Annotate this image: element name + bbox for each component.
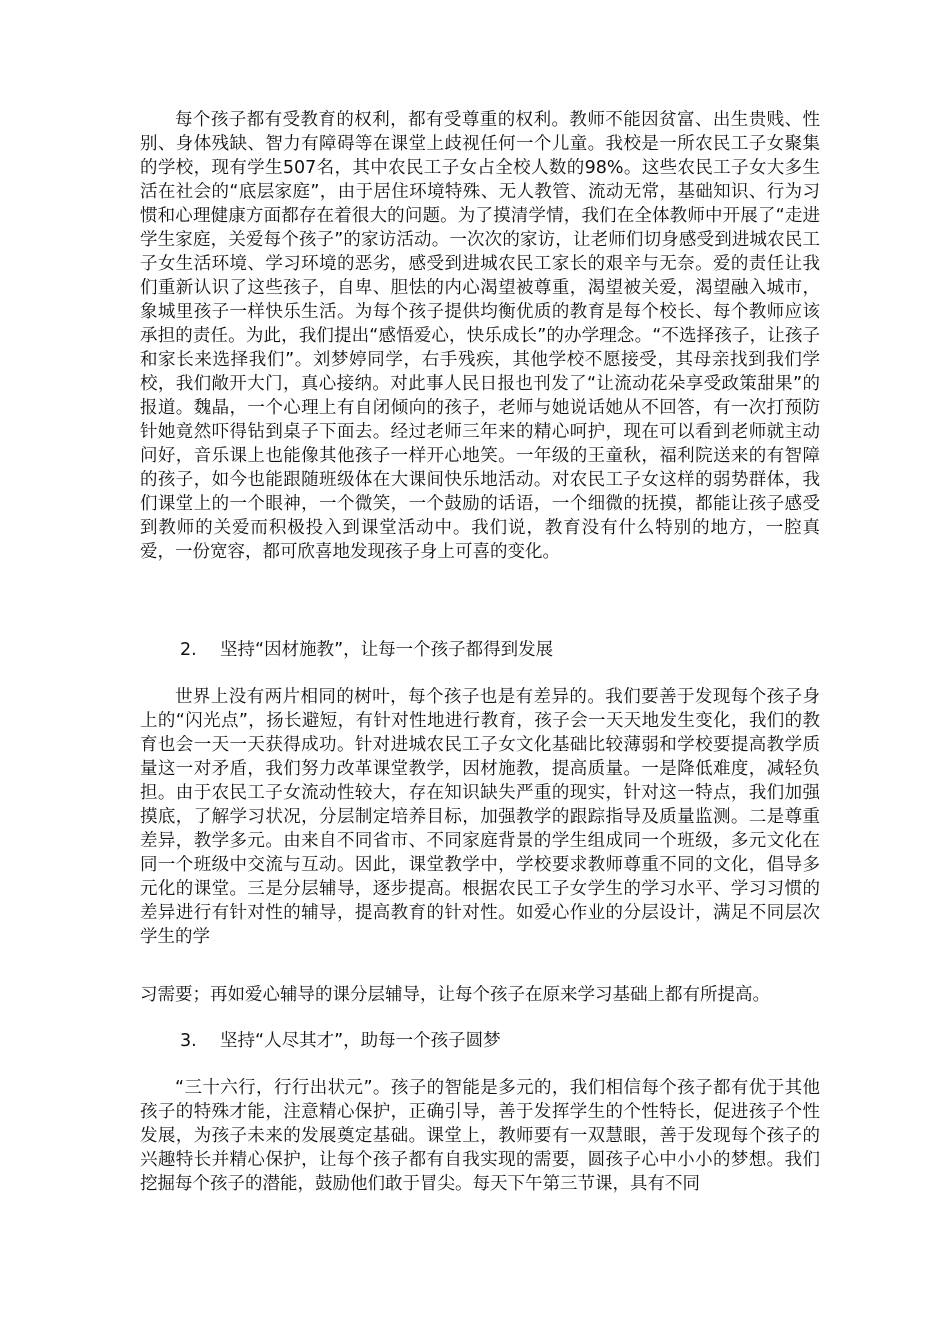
section-number-3: 3. bbox=[180, 1031, 197, 1051]
paragraph-equal-education: 每个孩子都有受教育的权利，都有受尊重的权利。教师不能因贫富、出生贵贱、性别、身体残缺、智力有障碍等在课堂上歧视任何一个儿童。我校是一所农民工子女聚集的学校，现有学生507名，其中农民工子女占全校人数的98%。这些农民工子女大多生活在社会的“底层家庭”，由于居住环境特殊、无人教管、流动无常，基础知识、行为习惯和心理健康方面都存在着很大的问题。为了摸清学情，我们在全体教师中开展了“走进学生家庭，关爱每个孩子”的家访活动。一次次的家访，让老师们切身感受到进城农民工子女生活环境、学习环境的恶劣，感受到进城农民工家长的艰辛与无奈。爱的责任让我们重新认识了这些孩子，自卑、胆怯的内心渴望被尊重，渴望被关爱，渴望融入城市，象城里孩子一样快乐生活。为每个孩子提供均衡优质的教育是每个校长、每个教师应该承担的责任。为此，我们提出“感悟爱心，快乐成长”的办学理念。“不选择孩子，让孩子和家长来选择我们”。刘梦婷同学，右手残疾，其他学校不愿接受，其母亲找到我们学校，我们敞开大门，真心接纳。对此事人民日报也刊发了“让流动花朵享受政策甜果”的报道。魏晶，一个心理上有自闭倾向的孩子，老师与她说话她从不回答，有一次打预防针她竟然吓得钻到桌子下面去。经过老师三年来的精心呵护，现在可以看到老师就主动问好，音乐课上也能像其他孩子一样开心地笑。一年级的王童秋，福利院送来的有智障的孩子，如今也能跟随班级体在大课间快乐地活动。对农民工子女这样的弱势群体，我们课堂上的一个眼神，一个微笑，一个鼓励的话语，一个细微的抚摸，都能让孩子感受到教师的关爱而积极投入到课堂活动中。我们说，教育没有什么特别的地方，一腔真爱，一份宽容，都可欣喜地发现孩子身上可喜的变化。 bbox=[140, 110, 820, 562]
paragraph-every-talent: “三十六行，行行出状元”。孩子的智能是多元的，我们相信每个孩子都有优于其他孩子的特殊才能，注意精心保护，正确引导，善于发挥学生的个性特长，促进孩子个性发展，为孩子未来的发展奠定基础。课堂上，教师要有一双慧眼，善于发现每个孩子的兴趣特长并精心保护，让每个孩子都有自我实现的需要，圆孩子心中小小的梦想。我们挖掘每个孩子的潜能，鼓励他们敢于冒尖。每天下午第三节课，具有不同 bbox=[140, 1078, 820, 1194]
section-title-3: 坚持“人尽其才”，助每一个孩子圆梦 bbox=[220, 1031, 501, 1051]
section-title-2: 坚持“因材施教”，让每一个孩子都得到发展 bbox=[220, 640, 554, 660]
paragraph-teach-by-aptitude: 世界上没有两片相同的树叶，每个孩子也是有差异的。我们要善于发现每个孩子身上的“闪光点”，扬长避短，有针对性地进行教育，孩子会一天天地发生变化，我们的教育也会一天一天获得成功。针对进城农民工子女文化基础比较薄弱和学校要提高教学质量这一对矛盾，我们努力改革课堂教学，因材施教，提高质量。一是降低难度，减轻负担。由于农民工子女流动性较大，存在知识缺失严重的现实，针对这一特点，我们加强摸底，了解学习状况，分层制定培养目标，加强教学的跟踪指导及质量监测。二是尊重差异，教学多元。由来自不同省市、不同家庭背景的学生组成同一个班级，多元文化在同一个班级中交流与互动。因此，课堂教学中，学校要求教师尊重不同的文化，倡导多元化的课堂。三是分层辅导，逐步提高。根据农民工子女学生的学习水平、学习习惯的差异进行有针对性的辅导，提高教育的针对性。如爱心作业的分层设计，满足不同层次学生的学 bbox=[140, 687, 820, 947]
section-number-2: 2. bbox=[180, 640, 197, 660]
section-heading-3 bbox=[180, 1029, 501, 1053]
paragraph-teach-by-aptitude-continued: 习需要；再如爱心辅导的课分层辅导，让每个孩子在原来学习基础上都有所提高。 bbox=[140, 985, 770, 1005]
section-heading-2 bbox=[180, 638, 553, 662]
